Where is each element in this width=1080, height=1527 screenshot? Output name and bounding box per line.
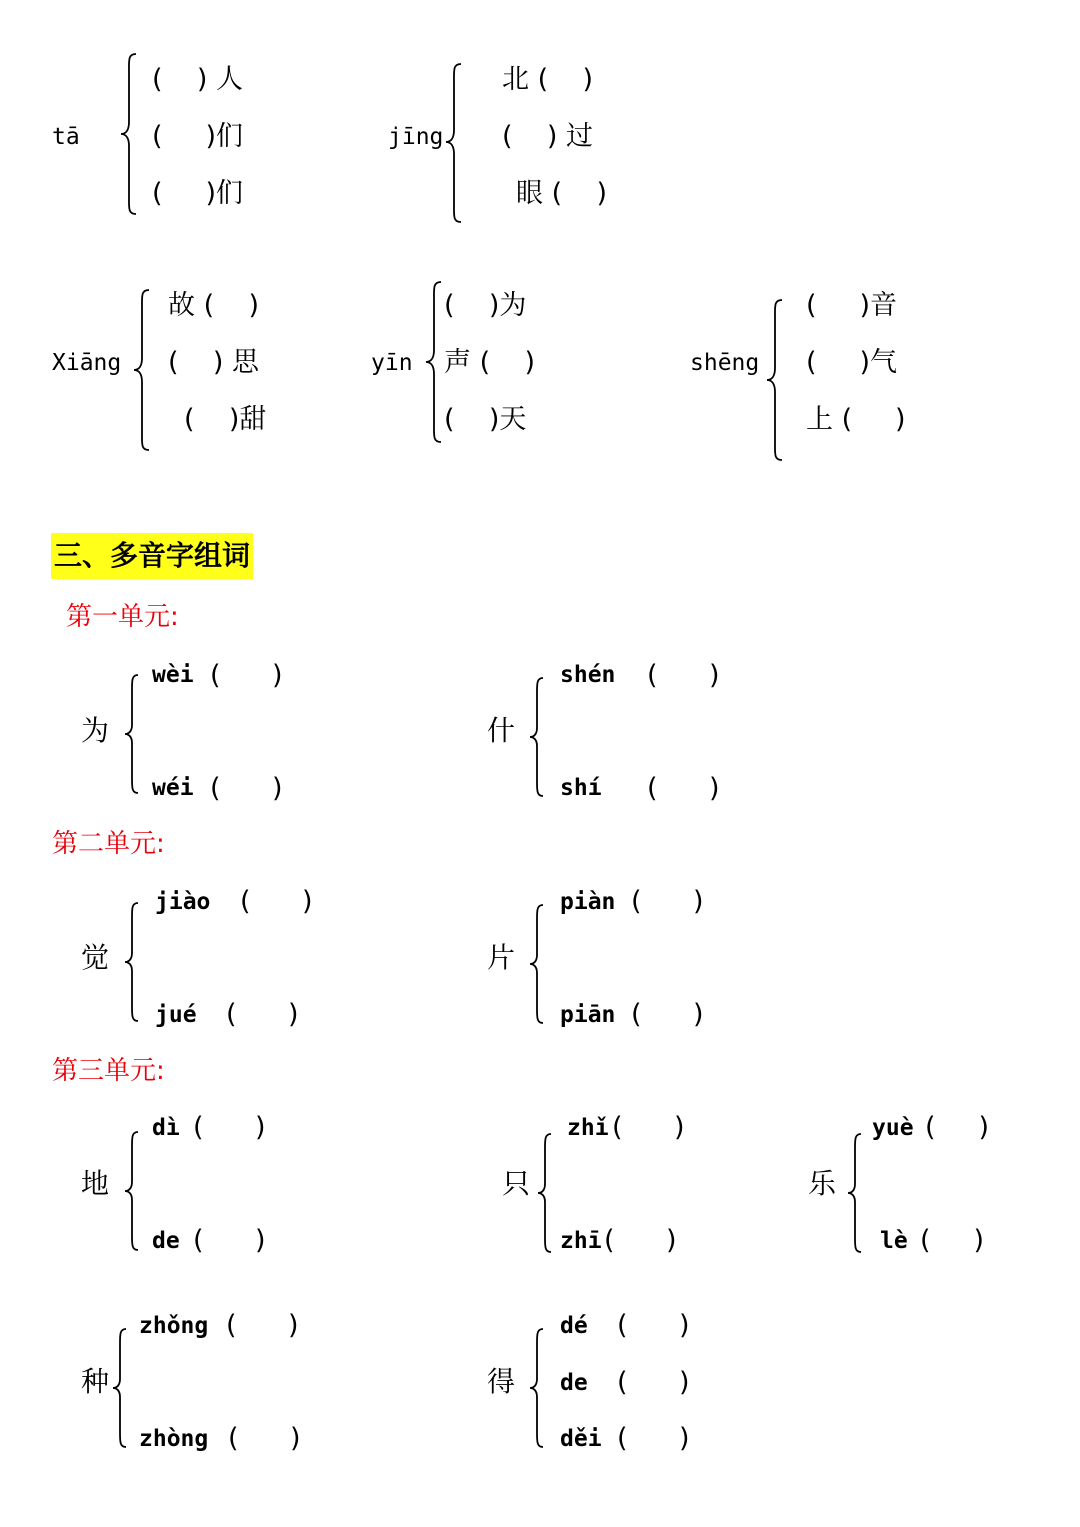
unit-title: 第一单元:: [66, 602, 179, 632]
curly-brace-icon: [845, 1132, 867, 1256]
curly-brace-icon: [527, 1327, 549, 1451]
polyphone-char: 什: [487, 714, 516, 747]
polyphone-char: 乐: [808, 1167, 837, 1200]
answer-blank[interactable]: ( ): [228, 1423, 301, 1454]
curly-brace-icon: [110, 1327, 132, 1451]
blank-item[interactable]: ( ) 思: [168, 347, 259, 378]
blank-item[interactable]: 眼 ( ): [516, 178, 607, 209]
section-title: 三、多音字组词: [51, 533, 253, 579]
pinyin-label: wéi: [152, 775, 194, 801]
pinyin-label: tā: [52, 124, 80, 150]
curly-brace-icon: [527, 903, 549, 1027]
answer-blank[interactable]: ( ): [210, 773, 283, 804]
pinyin-label: jué: [155, 1002, 197, 1028]
polyphone-char: 地: [81, 1167, 110, 1200]
pinyin-label: zhī: [560, 1228, 602, 1254]
answer-blank[interactable]: ( ): [226, 999, 299, 1030]
pinyin-label: Xiāng: [52, 350, 122, 376]
answer-blank[interactable]: ( ): [604, 1225, 677, 1256]
answer-blank[interactable]: ( ): [226, 1310, 299, 1341]
unit-title: 第三单元:: [52, 1056, 165, 1086]
answer-blank[interactable]: ( ): [240, 886, 313, 917]
pinyin-label: wèi: [152, 662, 194, 688]
blank-item[interactable]: ( )音: [806, 290, 897, 321]
pinyin-label: piān: [560, 1002, 616, 1028]
answer-blank[interactable]: ( ): [617, 1367, 690, 1398]
answer-blank[interactable]: ( ): [925, 1112, 989, 1143]
curly-brace-icon: [131, 288, 155, 452]
pinyin-label: dé: [560, 1313, 588, 1339]
unit-title: 第二单元:: [52, 829, 165, 859]
blank-item[interactable]: 北 ( ): [502, 64, 593, 95]
blank-item[interactable]: 故 ( ): [168, 290, 259, 321]
blank-item[interactable]: ( )气: [806, 347, 897, 378]
answer-blank[interactable]: ( ): [631, 999, 704, 1030]
curly-brace-icon: [118, 52, 142, 216]
blank-item[interactable]: 上 ( ): [806, 404, 906, 435]
blank-item[interactable]: ( )们: [152, 178, 243, 209]
polyphone-char: 只: [502, 1167, 531, 1200]
pinyin-label: jīng: [388, 124, 444, 150]
curly-brace-icon: [527, 676, 549, 800]
blank-item[interactable]: ( )天: [444, 404, 527, 435]
pinyin-label: zhǒng: [139, 1313, 209, 1339]
answer-blank[interactable]: ( ): [193, 1112, 266, 1143]
answer-blank[interactable]: ( ): [617, 1310, 690, 1341]
curly-brace-icon: [122, 1130, 144, 1254]
answer-blank[interactable]: ( ): [210, 660, 283, 691]
pinyin-label: zhǐ: [567, 1115, 609, 1141]
pinyin-label: shén: [560, 662, 616, 688]
pinyin-label: lè: [880, 1228, 908, 1254]
pinyin-label: shēng: [690, 350, 760, 376]
pinyin-label: yīn: [371, 350, 413, 376]
polyphone-char: 觉: [81, 941, 110, 974]
pinyin-label: piàn: [560, 889, 616, 915]
pinyin-label: zhòng: [139, 1426, 209, 1452]
polyphone-char: 片: [487, 941, 516, 974]
blank-item[interactable]: 声 ( ): [444, 347, 535, 378]
curly-brace-icon: [535, 1132, 557, 1256]
curly-brace-icon: [443, 62, 467, 224]
polyphone-char: 种: [81, 1365, 110, 1398]
pinyin-label: yuè: [872, 1115, 914, 1141]
pinyin-label: dì: [152, 1115, 180, 1141]
answer-blank[interactable]: ( ): [617, 1423, 690, 1454]
pinyin-label: de: [152, 1228, 180, 1254]
blank-item[interactable]: ( )为: [444, 290, 527, 321]
blank-item[interactable]: ( ) 人: [152, 64, 243, 95]
curly-brace-icon: [764, 298, 788, 462]
polyphone-char: 为: [81, 714, 110, 747]
curly-brace-icon: [122, 673, 144, 797]
answer-blank[interactable]: ( ): [612, 1112, 685, 1143]
curly-brace-icon: [122, 901, 144, 1025]
pinyin-label: de: [560, 1370, 588, 1396]
answer-blank[interactable]: ( ): [920, 1225, 984, 1256]
answer-blank[interactable]: ( ): [631, 886, 704, 917]
blank-item[interactable]: ( )们: [152, 121, 243, 152]
pinyin-label: shí: [560, 775, 602, 801]
answer-blank[interactable]: ( ): [647, 773, 720, 804]
answer-blank[interactable]: ( ): [647, 660, 720, 691]
answer-blank[interactable]: ( ): [193, 1225, 266, 1256]
pinyin-label: děi: [560, 1426, 602, 1452]
pinyin-label: jiào: [155, 889, 211, 915]
blank-item[interactable]: ( ) 过: [502, 121, 593, 152]
blank-item[interactable]: ( )甜: [184, 404, 267, 435]
polyphone-char: 得: [487, 1365, 516, 1398]
